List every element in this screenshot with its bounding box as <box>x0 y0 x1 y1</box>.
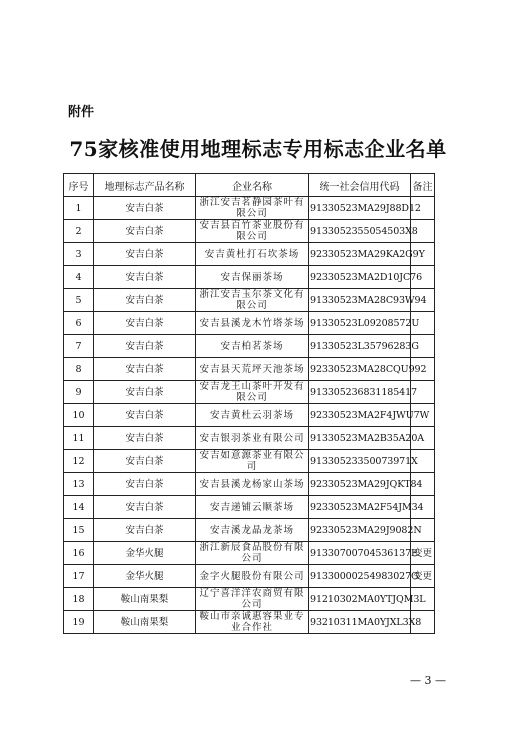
company-name: 安吉县百竹茶业股份有限公司 <box>196 220 309 243</box>
column-header-credit-code: 统一社会信用代码 <box>309 174 411 197</box>
table-row <box>64 220 435 243</box>
company-name: 安吉县溪龙木竹塔茶场 <box>196 312 309 335</box>
company-name: 安吉龙王山茶叶开发有限公司 <box>196 381 309 404</box>
company-name: 安吉如意源茶业有限公司 <box>196 450 309 473</box>
row-number: 7 <box>64 335 94 358</box>
company-name: 安吉黄杜打石坎茶场 <box>196 243 309 266</box>
column-header-product: 地理标志产品名称 <box>94 174 196 197</box>
product-name: 安吉白茶 <box>94 450 196 473</box>
table-row <box>64 266 435 289</box>
product-name: 安吉白茶 <box>94 358 196 381</box>
company-name: 安吉县天荒坪天池茶场 <box>196 358 309 381</box>
row-number: 9 <box>64 381 94 404</box>
credit-code: 91330523350073971X <box>309 450 411 473</box>
product-name: 安吉白茶 <box>94 519 196 542</box>
credit-code: 92330523MA29KA2G9Y <box>309 243 411 266</box>
table-row <box>64 289 435 312</box>
table-row <box>64 427 435 450</box>
row-number: 15 <box>64 519 94 542</box>
row-number: 12 <box>64 450 94 473</box>
product-name: 安吉白茶 <box>94 197 196 220</box>
product-name: 安吉白茶 <box>94 473 196 496</box>
enterprise-table <box>63 173 435 634</box>
company-name: 安吉县溪龙杨家山茶场 <box>196 473 309 496</box>
company-name: 辽宁喜洋洋农商贸有限公司 <box>196 588 309 611</box>
row-number: 16 <box>64 542 94 565</box>
row-number: 5 <box>64 289 94 312</box>
table-row <box>64 404 435 427</box>
table-row <box>64 496 435 519</box>
page-number: — 3 — <box>410 674 446 687</box>
document-title: 75家核准使用地理标志专用标志企业名单 <box>69 137 447 161</box>
credit-code: 92330523MA2F4JWU7W <box>309 404 411 427</box>
credit-code: 92330523MA28CQU992 <box>309 358 411 381</box>
product-name: 安吉白茶 <box>94 266 196 289</box>
product-name: 鞍山南果梨 <box>94 588 196 611</box>
credit-code: 91330523L09208572U <box>309 312 411 335</box>
company-name: 浙江安吉玉尔茶文化有限公司 <box>196 289 309 312</box>
company-name: 安吉柏茗茶场 <box>196 335 309 358</box>
table-row <box>64 381 435 404</box>
product-name: 安吉白茶 <box>94 243 196 266</box>
product-name: 安吉白茶 <box>94 335 196 358</box>
credit-code: 91330523MA28C93W94 <box>309 289 411 312</box>
table-row <box>64 473 435 496</box>
note: 变更 <box>411 542 435 565</box>
product-name: 金华火腿 <box>94 542 196 565</box>
product-name: 鞍山南果梨 <box>94 611 196 634</box>
column-header-number: 序号 <box>64 174 94 197</box>
product-name: 安吉白茶 <box>94 220 196 243</box>
company-name: 浙江安吉茗静园茶叶有限公司 <box>196 197 309 220</box>
column-header-note: 备注 <box>411 174 435 197</box>
credit-code: 91330523MA29J88D12 <box>309 197 411 220</box>
product-name: 安吉白茶 <box>94 427 196 450</box>
product-name: 安吉白茶 <box>94 381 196 404</box>
product-name: 安吉白茶 <box>94 404 196 427</box>
credit-code: 91330523L35796283G <box>309 335 411 358</box>
credit-code: 92330523MA29J9082N <box>309 519 411 542</box>
credit-code: 93210311MA0YJXL3X8 <box>309 611 411 634</box>
credit-code: 9133052355054503X8 <box>309 220 411 243</box>
row-number: 10 <box>64 404 94 427</box>
table-row <box>64 519 435 542</box>
row-number: 14 <box>64 496 94 519</box>
company-name: 鞍山市亲诚惠容果业专业合作社 <box>196 611 309 634</box>
credit-code: 91330523MA2B35A20A <box>309 427 411 450</box>
row-number: 19 <box>64 611 94 634</box>
table-row <box>64 588 435 611</box>
table-row <box>64 358 435 381</box>
company-name: 浙江新辰食品股份有限公司 <box>196 542 309 565</box>
credit-code: 92330523MA2D10JC76 <box>309 266 411 289</box>
table-row <box>64 243 435 266</box>
company-name: 安吉黄杜云羽茶场 <box>196 404 309 427</box>
row-number: 17 <box>64 565 94 588</box>
row-number: 18 <box>64 588 94 611</box>
row-number: 1 <box>64 197 94 220</box>
credit-code: 91210302MA0YTJQM3L <box>309 588 411 611</box>
table-row <box>64 565 435 588</box>
table-row <box>64 542 435 565</box>
table-row <box>64 197 435 220</box>
row-number: 11 <box>64 427 94 450</box>
table-header-row <box>64 174 435 197</box>
product-name: 安吉白茶 <box>94 312 196 335</box>
row-number: 8 <box>64 358 94 381</box>
column-header-company: 企业名称 <box>196 174 309 197</box>
product-name: 金华火腿 <box>94 565 196 588</box>
credit-code: 92330523MA29JQKT84 <box>309 473 411 496</box>
credit-code: 92330523MA2F54JM34 <box>309 496 411 519</box>
company-name: 安吉银羽茶业有限公司 <box>196 427 309 450</box>
company-name: 安吉保丽茶场 <box>196 266 309 289</box>
attachment-label: 附件 <box>68 105 95 120</box>
credit-code: 91330700704536137E <box>309 542 411 565</box>
company-name: 安吉溪龙晶龙茶场 <box>196 519 309 542</box>
row-number: 3 <box>64 243 94 266</box>
table-row <box>64 335 435 358</box>
row-number: 13 <box>64 473 94 496</box>
product-name: 安吉白茶 <box>94 289 196 312</box>
note: 变更 <box>411 565 435 588</box>
company-name: 安吉递铺云顺茶场 <box>196 496 309 519</box>
credit-code: 913305236831185417 <box>309 381 411 404</box>
row-number: 4 <box>64 266 94 289</box>
table-row <box>64 450 435 473</box>
product-name: 安吉白茶 <box>94 496 196 519</box>
table-body <box>64 197 435 634</box>
row-number: 6 <box>64 312 94 335</box>
table-row <box>64 312 435 335</box>
company-name: 金字火腿股份有限公司 <box>196 565 309 588</box>
row-number: 2 <box>64 220 94 243</box>
credit-code: 91330000254983027G <box>309 565 411 588</box>
table-row <box>64 611 435 634</box>
